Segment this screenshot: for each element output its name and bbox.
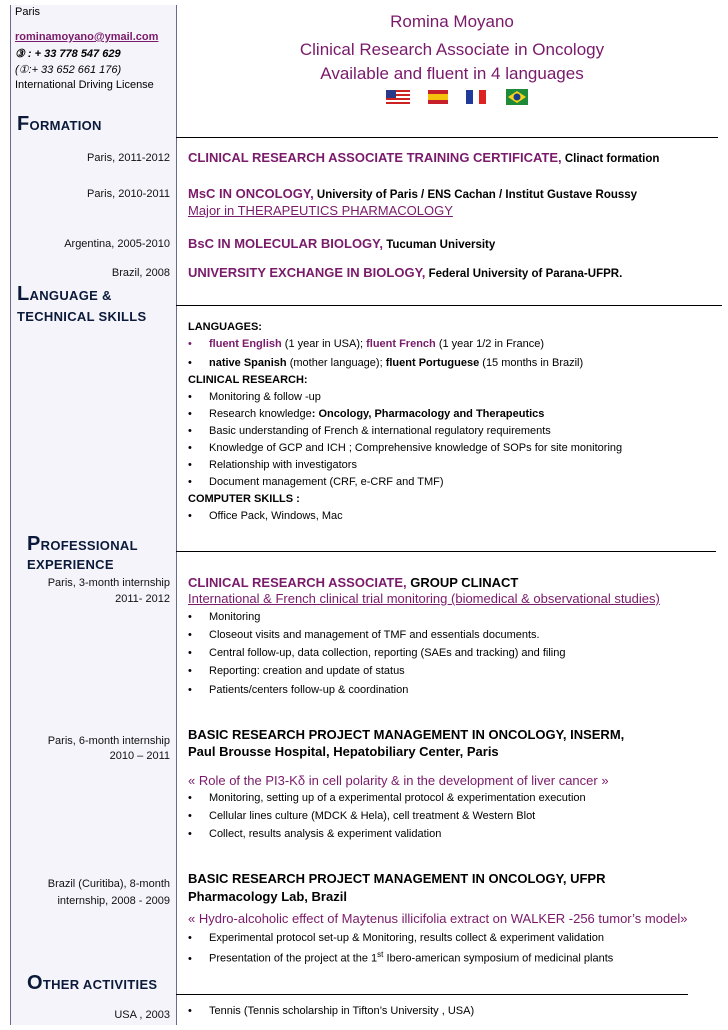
experience-date: Paris, 6-month internship xyxy=(47,735,170,747)
section-title-professional-line2: EXPERIENCE xyxy=(27,557,114,572)
divider xyxy=(176,137,718,138)
experience-bullet: • Collect, results analysis & experiment validation xyxy=(188,828,442,840)
contact-email[interactable]: rominamoyano@ymail.com xyxy=(15,31,159,43)
formation-major: Major in THERAPEUTICS PHARMACOLOGY xyxy=(188,203,453,218)
activity-date: USA , 2003 xyxy=(114,1009,170,1021)
experience-date: internship, 2008 - 2009 xyxy=(57,895,170,907)
candidate-title: Clinical Research Associate in Oncology xyxy=(299,40,605,59)
skill-item: • Knowledge of GCP and ICH ; Comprehensive knowledge of SOPs for site monitoring xyxy=(188,442,623,454)
experience-date: 2010 – 2011 xyxy=(109,750,170,762)
skill-item: • Basic understanding of French & international regulatory requirements xyxy=(188,425,551,437)
section-title-professional: PROFESSIONAL xyxy=(27,533,138,555)
experience-subtitle: International & French clinical trial monitoring (biomedical & observational studies) xyxy=(188,591,660,606)
formation-date: Brazil, 2008 xyxy=(111,267,170,279)
languages-headline: Available and fluent in 4 languages xyxy=(320,64,584,83)
experience-title-line2: Pharmacology Lab, Brazil xyxy=(188,889,347,904)
experience-subtitle: « Role of the PI3-Kδ in cell polarity & in the development of liver cancer » xyxy=(188,773,609,788)
contact-phone-secondary: (①:+ 33 652 661 176) xyxy=(15,64,122,76)
formation-date: Argentina, 2005-2010 xyxy=(64,238,170,250)
spain-flag-icon xyxy=(428,90,448,104)
usa-flag-icon xyxy=(386,90,410,104)
experience-date: Brazil (Curitiba), 8-month xyxy=(47,878,170,890)
experience-bullet: • Cellular lines culture (MDCK & Hela), cell treatment & Western Blot xyxy=(188,810,536,822)
experience-bullet: • Closeout visits and management of TMF and essentials documents. xyxy=(188,629,540,641)
formation-date: Paris, 2010-2011 xyxy=(87,188,170,200)
section-title-other: OTHER ACTIVITIES xyxy=(27,972,158,994)
experience-date: 2011- 2012 xyxy=(115,593,170,605)
computer-label: COMPUTER SKILLS : xyxy=(188,493,300,505)
experience-bullet: • Reporting: creation and update of status xyxy=(188,665,405,677)
experience-bullet: • Monitoring xyxy=(188,611,261,623)
divider xyxy=(176,994,688,995)
experience-bullet: • Experimental protocol set-up & Monitoring, results collect & experiment validation xyxy=(188,932,604,944)
skill-item: • Monitoring & follow -up xyxy=(188,391,321,403)
experience-subtitle: « Hydro-alcoholic effect of Maytenus illicifolia extract on WALKER -256 tumor’s model» xyxy=(188,911,688,926)
divider xyxy=(176,551,716,552)
experience-title: BASIC RESEARCH PROJECT MANAGEMENT IN ONCOLOGY, UFPR xyxy=(188,871,606,886)
language-item: • fluent English (1 year in USA); fluent French (1 year 1/2 in France) xyxy=(188,338,544,350)
formation-title: UNIVERSITY EXCHANGE IN BIOLOGY, Federal University of Parana-UFPR. xyxy=(188,265,623,280)
france-flag-icon xyxy=(466,90,486,104)
activity-item: • Tennis (Tennis scholarship in Tifton’s University , USA) xyxy=(188,1005,475,1017)
experience-title: CLINICAL RESEARCH ASSOCIATE, GROUP CLINACT xyxy=(188,575,519,590)
languages-label: LANGUAGES: xyxy=(188,321,262,333)
experience-bullet: • Monitoring, setting up of a experimental protocol & experimentation execution xyxy=(188,792,586,804)
experience-bullet: • Presentation of the project at the 1st Ibero-american symposium of medicinal plants xyxy=(188,950,614,965)
section-title-language-line2: TECHNICAL SKILLS xyxy=(17,309,147,324)
skill-item: • Research knowledge: Oncology, Pharmacology and Therapeutics xyxy=(188,408,545,420)
experience-bullet: • Patients/centers follow-up & coordination xyxy=(188,684,409,696)
clinical-label: CLINICAL RESEARCH: xyxy=(188,374,308,386)
section-title-formation: FORMATION xyxy=(17,113,102,135)
candidate-name: Romina Moyano xyxy=(390,12,514,31)
formation-title: CLINICAL RESEARCH ASSOCIATE TRAINING CERTIFICATE, Clinact formation xyxy=(188,150,660,165)
skill-item: • Relationship with investigators xyxy=(188,459,357,471)
formation-title: BsC IN MOLECULAR BIOLOGY, Tucuman University xyxy=(188,236,496,251)
section-title-language: LANGUAGE & xyxy=(17,283,112,305)
divider xyxy=(176,305,722,306)
formation-title: MsC IN ONCOLOGY, University of Paris / ENS Cachan / Institut Gustave Roussy xyxy=(188,186,638,201)
experience-title: BASIC RESEARCH PROJECT MANAGEMENT IN ONCOLOGY, INSERM, xyxy=(188,727,625,742)
experience-date: Paris, 3-month internship xyxy=(47,577,170,589)
brazil-flag-icon xyxy=(506,89,528,105)
contact-license: International Driving License xyxy=(15,79,154,91)
language-item: • native Spanish (mother language); fluent Portuguese (15 months in Brazil) xyxy=(188,357,584,369)
contact-phone-primary: ③ : + 33 778 547 629 xyxy=(15,48,121,60)
formation-date: Paris, 2011-2012 xyxy=(87,152,170,164)
skill-item: • Document management (CRF, e-CRF and TMF) xyxy=(188,476,444,488)
experience-title-line2: Paul Brousse Hospital, Hepatobiliary Center, Paris xyxy=(188,744,499,759)
skill-item: • Office Pack, Windows, Mac xyxy=(188,510,343,522)
contact-city: Paris xyxy=(15,6,41,18)
experience-bullet: • Central follow-up, data collection, reporting (SAEs and tracking) and filing xyxy=(188,647,566,659)
